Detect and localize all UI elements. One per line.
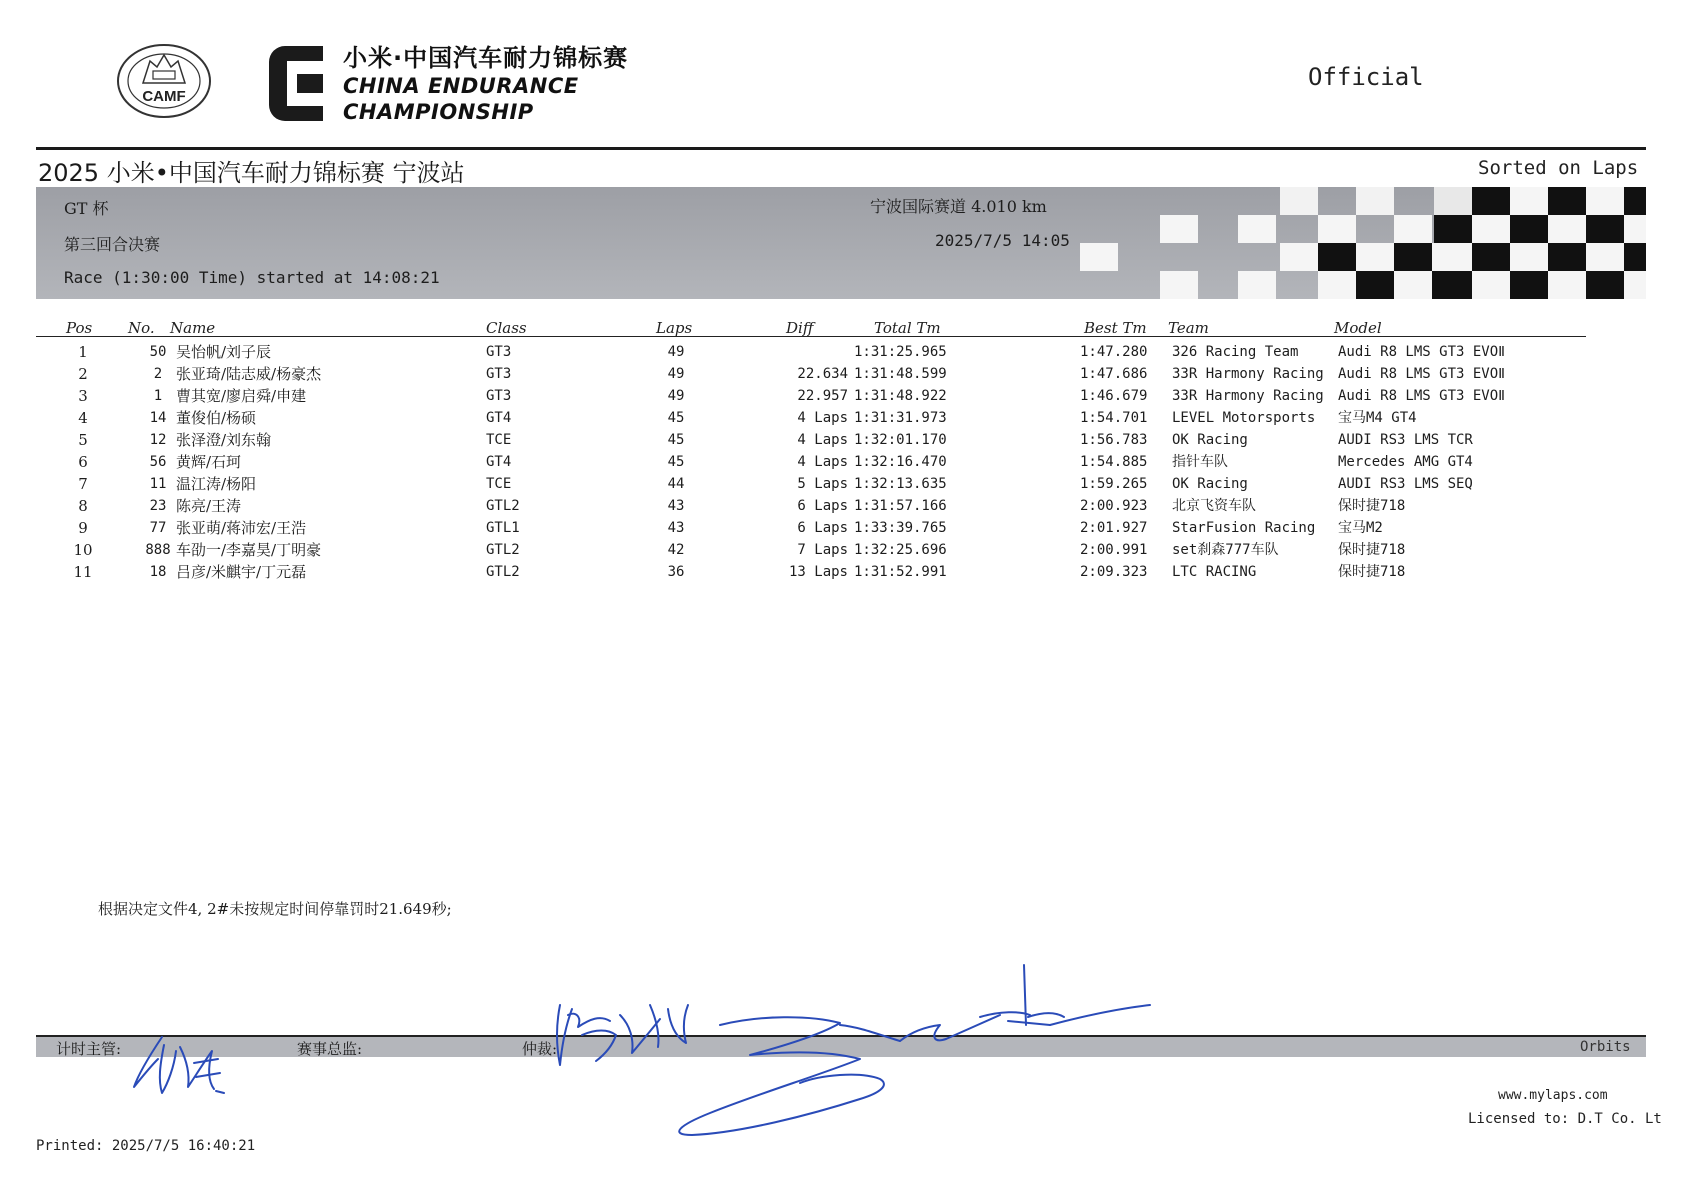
cell-laps: 49 xyxy=(667,366,685,382)
col-team: Team xyxy=(1168,319,1209,337)
license-text: Licensed to: D.T Co. Lt xyxy=(1468,1111,1662,1127)
col-laps: Laps xyxy=(656,319,693,337)
cell-name: 车劭一/李嘉昊/丁明豪 xyxy=(176,541,322,559)
cell-name: 张泽澄/刘东翰 xyxy=(176,431,272,449)
cell-class: GT3 xyxy=(486,388,512,404)
cell-name: 董俊伯/杨硕 xyxy=(176,409,257,427)
cell-total: 1:32:16.470 xyxy=(854,454,947,470)
cell-laps: 49 xyxy=(667,344,685,360)
cell-pos: 6 xyxy=(78,453,88,471)
race-director-label: 赛事总监: xyxy=(297,1040,363,1058)
cell-model: Audi R8 LMS GT3 EVOⅡ xyxy=(1338,366,1506,382)
cell-class: GTL2 xyxy=(486,498,520,514)
table-row xyxy=(36,474,1586,496)
cell-pos: 3 xyxy=(78,387,88,405)
cell-total: 1:31:57.166 xyxy=(854,498,947,514)
table-row xyxy=(36,430,1586,452)
cell-best: 2:00.991 xyxy=(1080,542,1148,558)
cell-class: TCE xyxy=(486,432,512,448)
cell-best: 2:09.323 xyxy=(1080,564,1148,580)
table-row xyxy=(36,496,1586,518)
championship-name-en-line2: CHAMPIONSHIP xyxy=(343,100,534,124)
cell-model: 保时捷718 xyxy=(1338,564,1406,580)
cell-model: Mercedes AMG GT4 xyxy=(1338,454,1473,470)
cell-name: 吴怡帆/刘子辰 xyxy=(176,343,272,361)
cell-team: LTC RACING xyxy=(1172,564,1257,580)
cell-pos: 11 xyxy=(73,563,93,581)
championship-name-cn: 小米·中国汽车耐力锦标赛 xyxy=(343,44,629,72)
col-total: Total Tm xyxy=(874,319,941,337)
cell-class: GTL1 xyxy=(486,520,520,536)
cell-no: 11 xyxy=(149,476,167,492)
cell-best: 1:47.686 xyxy=(1080,366,1148,382)
table-row xyxy=(36,342,1586,364)
signature-large xyxy=(679,965,1150,1135)
cell-model: AUDI RS3 LMS TCR xyxy=(1338,432,1473,448)
decision-note: 根据决定文件4, 2#未按规定时间停靠罚时21.649秒; xyxy=(98,900,452,918)
col-model: Model xyxy=(1334,319,1382,337)
cell-pos: 4 xyxy=(78,409,88,427)
session-date: 2025/7/5 14:05 xyxy=(935,231,1070,250)
cell-pos: 9 xyxy=(78,519,88,537)
table-row xyxy=(36,540,1586,562)
cell-no: 56 xyxy=(149,454,167,470)
championship-name-en-line1: CHINA ENDURANCE xyxy=(343,74,579,98)
cell-class: GTL2 xyxy=(486,564,520,580)
cell-laps: 44 xyxy=(667,476,685,492)
table-row xyxy=(36,562,1586,584)
cell-laps: 43 xyxy=(667,498,685,514)
signature-timing-chief xyxy=(134,1037,224,1093)
cell-laps: 45 xyxy=(667,454,685,470)
cell-best: 1:47.280 xyxy=(1080,344,1148,360)
cell-no: 12 xyxy=(149,432,167,448)
table-row xyxy=(36,408,1586,430)
cell-laps: 36 xyxy=(667,564,685,580)
cell-laps: 49 xyxy=(667,388,685,404)
cell-best: 2:00.923 xyxy=(1080,498,1148,514)
cell-pos: 7 xyxy=(78,475,88,493)
cell-name: 曹其宽/廖启舜/申建 xyxy=(176,387,307,405)
cell-team: 326 Racing Team xyxy=(1172,344,1299,360)
cell-pos: 1 xyxy=(78,343,88,361)
table-row xyxy=(36,386,1586,408)
cell-total: 1:32:13.635 xyxy=(854,476,947,492)
mylaps-url: www.mylaps.com xyxy=(1498,1088,1608,1103)
cell-model: 宝马M4 GT4 xyxy=(1338,410,1417,426)
cell-best: 2:01.927 xyxy=(1080,520,1148,536)
cell-team: 指针车队 xyxy=(1172,454,1228,470)
cell-team: StarFusion Racing xyxy=(1172,520,1316,536)
cell-no: 23 xyxy=(149,498,167,514)
arbitrator-label: 仲裁: xyxy=(522,1040,558,1058)
cell-total: 1:33:39.765 xyxy=(854,520,947,536)
results-table-header xyxy=(36,319,1586,337)
svg-text:CAMF: CAMF xyxy=(142,88,186,105)
cell-total: 1:31:25.965 xyxy=(854,344,947,360)
cell-total: 1:31:48.599 xyxy=(854,366,947,382)
cell-diff: 6 Laps xyxy=(797,520,848,536)
cell-name: 黄辉/石珂 xyxy=(176,453,242,471)
cell-model: Audi R8 LMS GT3 EVOⅡ xyxy=(1338,344,1506,360)
camf-logo xyxy=(115,43,213,119)
cell-team: 33R Harmony Racing xyxy=(1172,388,1324,404)
cell-laps: 43 xyxy=(667,520,685,536)
cell-class: GT4 xyxy=(486,410,512,426)
cell-model: AUDI RS3 LMS SEQ xyxy=(1338,476,1473,492)
cell-total: 1:32:25.696 xyxy=(854,542,947,558)
cell-pos: 2 xyxy=(78,365,88,383)
cell-total: 1:32:01.170 xyxy=(854,432,947,448)
cell-name: 温江涛/杨阳 xyxy=(176,475,257,493)
cell-team: OK Racing xyxy=(1172,432,1248,448)
cell-best: 1:59.265 xyxy=(1080,476,1148,492)
cell-diff: 6 Laps xyxy=(797,498,848,514)
cell-no: 2 xyxy=(153,366,163,382)
track-info: 宁波国际赛道 4.010 km xyxy=(870,197,1047,216)
cell-laps: 45 xyxy=(667,432,685,448)
cell-pos: 10 xyxy=(73,541,93,559)
cell-name: 陈亮/王涛 xyxy=(176,497,242,515)
cell-total: 1:31:48.922 xyxy=(854,388,947,404)
cell-diff: 4 Laps xyxy=(797,432,848,448)
checkered-flag-graphic xyxy=(1080,187,1646,299)
cell-total: 1:31:52.991 xyxy=(854,564,947,580)
cell-name: 张亚萌/蒋沛宏/王浩 xyxy=(176,519,307,537)
table-row xyxy=(36,518,1586,540)
timing-chief-label: 计时主管: xyxy=(56,1040,122,1058)
col-name: Name xyxy=(170,319,216,337)
cell-no: 1 xyxy=(153,388,163,404)
cell-team: 北京飞资车队 xyxy=(1172,498,1256,514)
cell-diff: 22.957 xyxy=(797,388,848,404)
cell-team: 33R Harmony Racing xyxy=(1172,366,1324,382)
cell-model: Audi R8 LMS GT3 EVOⅡ xyxy=(1338,388,1506,404)
cell-best: 1:54.701 xyxy=(1080,410,1148,426)
event-title: 2025 小米•中国汽车耐力锦标赛 宁波站 xyxy=(38,159,465,187)
cell-diff: 5 Laps xyxy=(797,476,848,492)
official-status: Official xyxy=(1308,63,1424,91)
cell-diff: 13 Laps xyxy=(788,564,848,580)
cell-name: 张亚琦/陆志威/杨豪杰 xyxy=(176,365,322,383)
signature-arbitrator xyxy=(557,1005,688,1065)
cell-diff: 22.634 xyxy=(797,366,848,382)
orbits-label: Orbits xyxy=(1580,1039,1631,1055)
cell-team: OK Racing xyxy=(1172,476,1248,492)
cell-model: 宝马M2 xyxy=(1338,520,1383,536)
cell-class: GT4 xyxy=(486,454,512,470)
table-row xyxy=(36,364,1586,386)
cell-best: 1:54.885 xyxy=(1080,454,1148,470)
cell-laps: 42 xyxy=(667,542,685,558)
cell-diff: 7 Laps xyxy=(797,542,848,558)
cell-laps: 45 xyxy=(667,410,685,426)
cell-no: 77 xyxy=(149,520,167,536)
top-rule xyxy=(36,147,1646,150)
cell-diff: 4 Laps xyxy=(797,410,848,426)
race-info: Race (1:30:00 Time) started at 14:08:21 xyxy=(64,268,440,287)
col-no: No. xyxy=(128,319,155,337)
printed-timestamp: Printed: 2025/7/5 16:40:21 xyxy=(36,1138,256,1154)
cell-best: 1:56.783 xyxy=(1080,432,1148,448)
cell-no: 14 xyxy=(149,410,167,426)
cell-class: GT3 xyxy=(486,344,512,360)
cell-no: 18 xyxy=(149,564,167,580)
handwritten-signatures xyxy=(120,955,1170,1145)
cell-no: 888 xyxy=(145,542,171,558)
cell-no: 50 xyxy=(149,344,167,360)
sort-label: Sorted on Laps xyxy=(1478,157,1639,179)
table-row xyxy=(36,452,1586,474)
cell-class: TCE xyxy=(486,476,512,492)
cell-total: 1:31:31.973 xyxy=(854,410,947,426)
cell-best: 1:46.679 xyxy=(1080,388,1148,404)
cell-diff: 4 Laps xyxy=(797,454,848,470)
col-best: Best Tm xyxy=(1084,319,1147,337)
cec-logo xyxy=(265,42,327,125)
cell-team: LEVEL Motorsports xyxy=(1172,410,1316,426)
col-diff: Diff xyxy=(786,319,814,337)
round-name: 第三回合决赛 xyxy=(64,235,161,254)
cell-name: 吕彦/米麒宇/丁元磊 xyxy=(176,563,307,581)
cell-pos: 5 xyxy=(78,431,88,449)
cell-model: 保时捷718 xyxy=(1338,542,1406,558)
cell-model: 保时捷718 xyxy=(1338,498,1406,514)
cell-class: GT3 xyxy=(486,366,512,382)
col-pos: Pos xyxy=(66,319,93,337)
cup-name: GT 杯 xyxy=(64,199,109,218)
cell-class: GTL2 xyxy=(486,542,520,558)
cell-pos: 8 xyxy=(78,497,88,515)
cell-team: set刹森777车队 xyxy=(1172,542,1279,558)
col-class: Class xyxy=(486,319,527,337)
